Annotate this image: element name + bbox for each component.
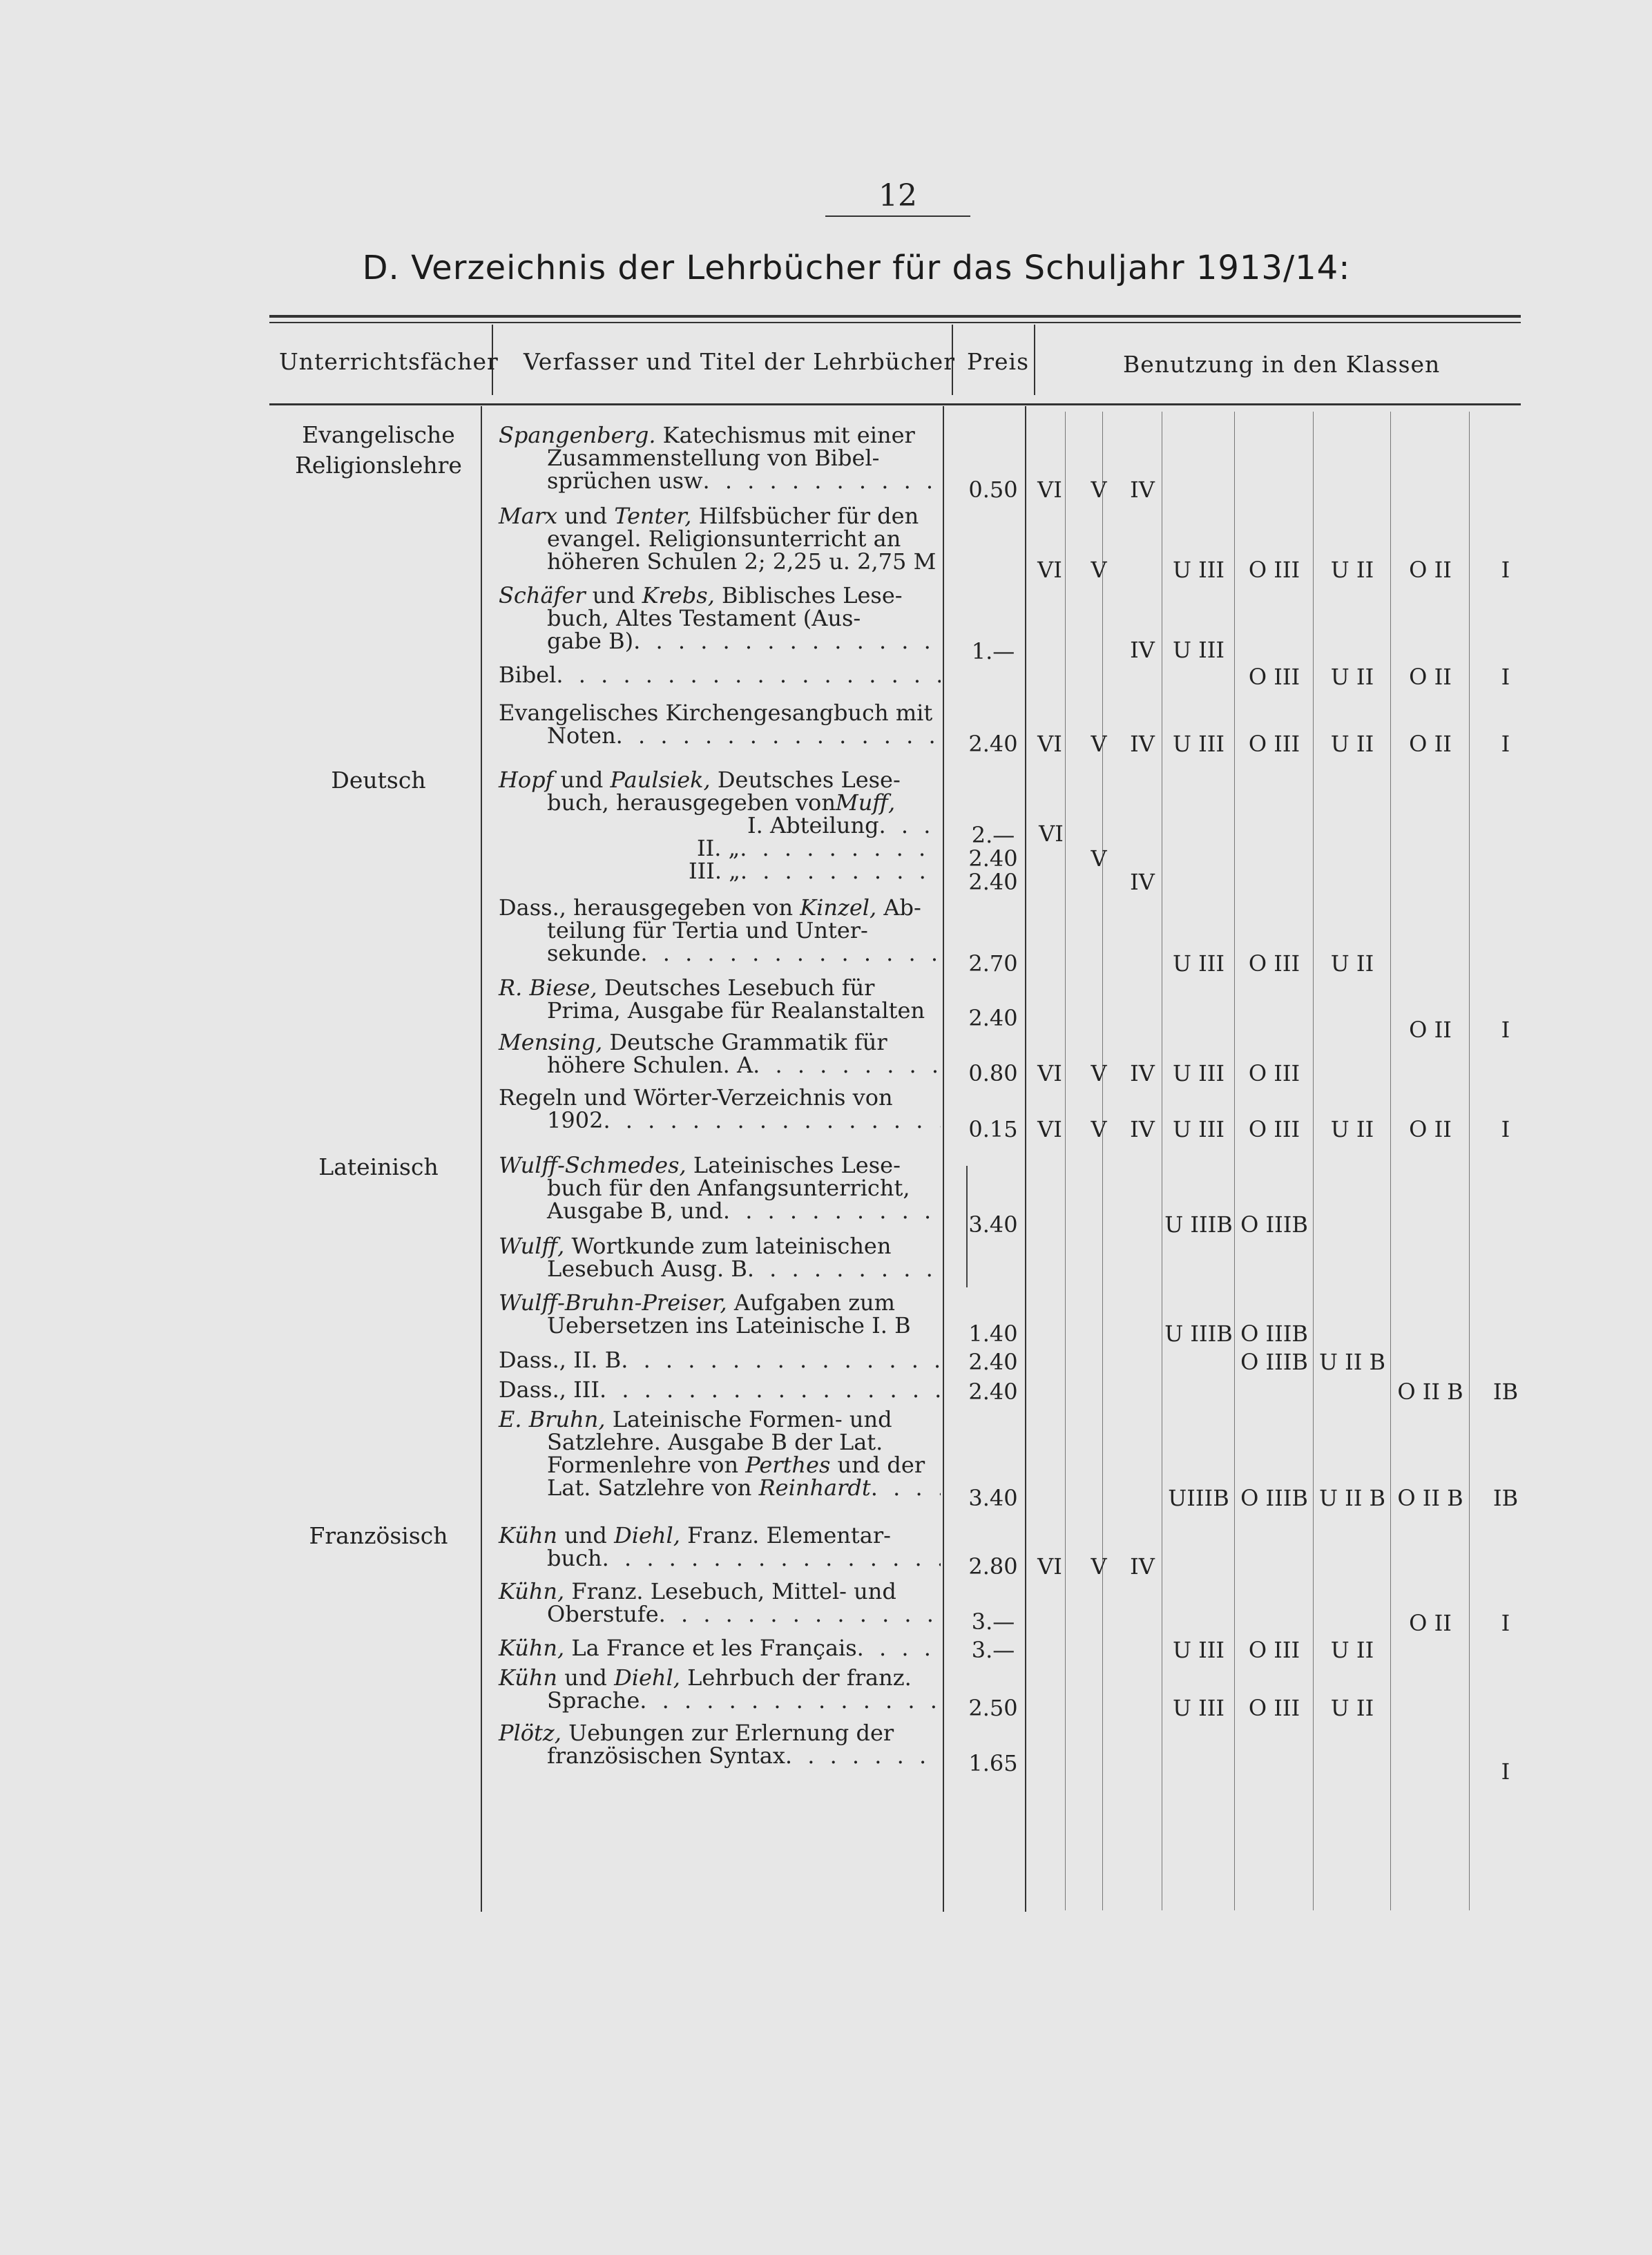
class-cell: U II [1330, 1116, 1374, 1142]
class-cell: O IIIB [1240, 1485, 1308, 1511]
class-cell: O IIIB [1240, 1349, 1308, 1375]
page-number: 12 [878, 178, 917, 213]
price: 2.80 [968, 1553, 1018, 1580]
class-cell: IV [1130, 477, 1155, 503]
price: 2.40 [968, 1005, 1018, 1031]
book-entry: Spangenberg. Katechismus mit einer Zusammenstellung von Bibel- sprüchen usw . . . [499, 424, 941, 492]
price: 2.70 [968, 950, 1018, 977]
class-cell: U II [1330, 557, 1374, 583]
class-cell: U III [1172, 1060, 1225, 1086]
class-cell: U III [1172, 557, 1225, 583]
class-cell: VI [1037, 1553, 1062, 1580]
header-price: Preis [967, 348, 1029, 375]
class-cell: O II B [1397, 1485, 1463, 1511]
book-entry: Evangelisches Kirchengesangbuch mit Noten . . . [499, 702, 941, 747]
price: 2.50 [968, 1695, 1018, 1721]
price: 2.40 [968, 1379, 1018, 1405]
price: 0.50 [968, 477, 1018, 503]
subject-deutsch: Deutsch [331, 767, 426, 794]
book-entry: Dass., II. B . . . [499, 1349, 941, 1372]
price: 1.40 [968, 1321, 1018, 1347]
class-cell: IB [1492, 1485, 1519, 1511]
class-cell: VI [1039, 821, 1064, 847]
header-books: Verfasser und Titel der Lehrbücher [524, 348, 955, 375]
book-entry: Wulff, Wortkunde zum lateinischen Lesebuch Ausg. B . . . [499, 1235, 941, 1280]
class-col-line [1102, 412, 1103, 1910]
class-cell: I [1501, 557, 1510, 583]
price: 2.40 [968, 731, 1018, 757]
book-entry: Dass., herausgegeben von Kinzel, Ab- teilung für Tertia und Unter- sekunde . . . [499, 896, 941, 965]
class-cell: V [1091, 1116, 1107, 1142]
subject-franzoesisch: Französisch [309, 1522, 448, 1549]
book-entry: Hopf und Paulsiek, Deutsches Lese- buch, herausgegeben von Muff, I. Abteilung . . . II. „ . . . III. „ . . . [499, 769, 941, 883]
class-cell: O II [1409, 664, 1452, 690]
class-cell: IV [1130, 731, 1155, 757]
class-cell: V [1091, 845, 1107, 872]
class-cell: VI [1037, 731, 1062, 757]
price: 3.— [971, 1609, 1015, 1635]
class-cell: O III [1248, 1060, 1300, 1086]
class-cell: O II [1409, 1116, 1452, 1142]
class-cell: IV [1130, 1060, 1155, 1086]
book-entry: E. Bruhn, Lateinische Formen- und Satzlehre. Ausgabe B der Lat. Formenlehre von Perthes und der Lat. Satzlehre von Reinhardt . . . [499, 1408, 941, 1499]
class-cell: O III [1248, 731, 1300, 757]
class-cell: O IIIB [1240, 1211, 1308, 1238]
class-cell: O III [1248, 664, 1300, 690]
class-cell: IV [1130, 1116, 1155, 1142]
class-cell: O III [1248, 1637, 1300, 1663]
class-cell: O III [1248, 950, 1300, 977]
class-cell: O III [1248, 1695, 1300, 1721]
subject-evangelische-religionslehre: Evangelische Religionslehre [295, 421, 462, 479]
class-cell: VI [1037, 1060, 1062, 1086]
class-cell: O II [1409, 1017, 1452, 1043]
class-cell: O III [1248, 557, 1300, 583]
table-header-rule [269, 403, 1521, 405]
class-cell: VI [1037, 477, 1062, 503]
class-cell: I [1501, 1116, 1510, 1142]
class-cell: U III [1172, 1637, 1225, 1663]
class-cell: U II B [1318, 1349, 1386, 1375]
class-cell: U III [1172, 731, 1225, 757]
book-entry: R. Biese, Deutsches Lesebuch für Prima, Ausgabe für Realanstalten [499, 975, 925, 1024]
book-entry: Kühn, La France et les Français . . . [499, 1637, 941, 1660]
price: 3.— [971, 1637, 1015, 1663]
class-col-line [1313, 412, 1314, 1910]
class-cell: U II [1330, 731, 1374, 757]
book-entry: Wulff-Schmedes, Lateinisches Lese- buch für den Anfangsunterricht, Ausgabe B, und . . . [499, 1154, 941, 1222]
price: 3.40 [968, 1485, 1018, 1511]
book-entry: Dass., III . . . [499, 1379, 941, 1401]
subject-lateinisch: Lateinisch [318, 1153, 439, 1180]
class-cell: IV [1130, 869, 1155, 895]
class-cell: V [1091, 557, 1107, 583]
class-cell: U IIIB [1164, 1321, 1233, 1347]
header-subject: Unterrichtsfächer [279, 348, 499, 375]
book-entry: Regeln und Wörter-Verzeichnis von 1902 . . . [499, 1086, 941, 1132]
book-entry: Mensing, Deutsche Grammatik für höhere Schulen. A . . . [499, 1031, 941, 1077]
book-entry: Bibel . . . [499, 664, 941, 687]
class-cell: V [1091, 731, 1107, 757]
class-cell: U III [1172, 637, 1225, 663]
class-cell: I [1501, 1758, 1510, 1785]
class-cell: U II [1330, 950, 1374, 977]
class-cell: V [1091, 1060, 1107, 1086]
book-entry: Schäfer und Krebs, Biblisches Lese- buch, Altes Testament (Aus- gabe B) . . . [499, 584, 941, 653]
price: 1.— [971, 638, 1015, 664]
table-top-rule [269, 315, 1521, 318]
price: 0.80 [968, 1060, 1018, 1086]
column-divider-books-body [943, 406, 944, 1912]
book-entry: Kühn und Diehl, Lehrbuch der franz. Sprache . . . [499, 1667, 941, 1712]
class-cell: I [1501, 1017, 1510, 1043]
page-title: D. Verzeichnis der Lehrbücher für das Schuljahr 1913/14: [362, 249, 1351, 287]
class-cell: I [1501, 664, 1510, 690]
book-entry: Marx und Tenter, Hilfsbücher für den evangel. Religionsunterricht an höheren Schulen 2; 2,25 u. 2,75 M [499, 503, 937, 575]
class-cell: O III [1248, 1116, 1300, 1142]
class-cell: I [1501, 731, 1510, 757]
class-cell: VI [1037, 1116, 1062, 1142]
class-cell: I [1501, 1610, 1510, 1636]
class-col-line [1390, 412, 1391, 1910]
class-cell: IV [1130, 1553, 1155, 1580]
class-cell: U II [1330, 664, 1374, 690]
book-entry: Wulff-Bruhn-Preiser, Aufgaben zum Uebersetzen ins Lateinische I. B [499, 1289, 911, 1338]
class-cell: U II [1330, 1637, 1374, 1663]
price: 3.40 [968, 1211, 1018, 1238]
price: 2.40 [968, 1349, 1018, 1375]
class-cell: U II B [1318, 1485, 1386, 1511]
class-cell: U III [1172, 1116, 1225, 1142]
class-col-line [1469, 412, 1470, 1910]
book-entry: Plötz, Uebungen zur Erlernung der französischen Syntax . . . [499, 1722, 941, 1767]
class-cell: U III [1172, 950, 1225, 977]
class-cell: V [1091, 1553, 1107, 1580]
class-cell: O II [1409, 1610, 1452, 1636]
book-entry: Kühn und Diehl, Franz. Elementar- buch . . . [499, 1524, 941, 1570]
class-cell: UIIIB [1168, 1485, 1229, 1511]
class-cell: IV [1130, 637, 1155, 663]
table-top-rule-2 [269, 322, 1521, 323]
column-divider-price [1034, 325, 1035, 395]
class-cell: VI [1037, 557, 1062, 583]
price: 2.— [971, 822, 1015, 848]
page-number-rule [825, 215, 970, 217]
book-entry: Kühn, Franz. Lesebuch, Mittel- und Oberstufe . . . [499, 1580, 941, 1626]
price: 2.40 [968, 845, 1018, 872]
class-cell: O IIIB [1240, 1321, 1308, 1347]
class-cell: V [1091, 477, 1107, 503]
price: 1.65 [968, 1750, 1018, 1776]
header-classes: Benutzung in den Klassen [1123, 351, 1441, 378]
class-cell: U II [1330, 1695, 1374, 1721]
class-cell: O II [1409, 557, 1452, 583]
class-col-line [1234, 412, 1235, 1910]
class-cell: U III [1172, 1695, 1225, 1721]
class-col-line [1065, 412, 1066, 1910]
class-cell: U IIIB [1164, 1211, 1233, 1238]
price: 2.40 [968, 869, 1018, 895]
class-cell: IB [1492, 1379, 1519, 1405]
class-cell: O II [1409, 731, 1452, 757]
column-divider-price-body [1025, 406, 1026, 1912]
price: 0.15 [968, 1116, 1018, 1142]
class-cell: O II B [1397, 1379, 1463, 1405]
